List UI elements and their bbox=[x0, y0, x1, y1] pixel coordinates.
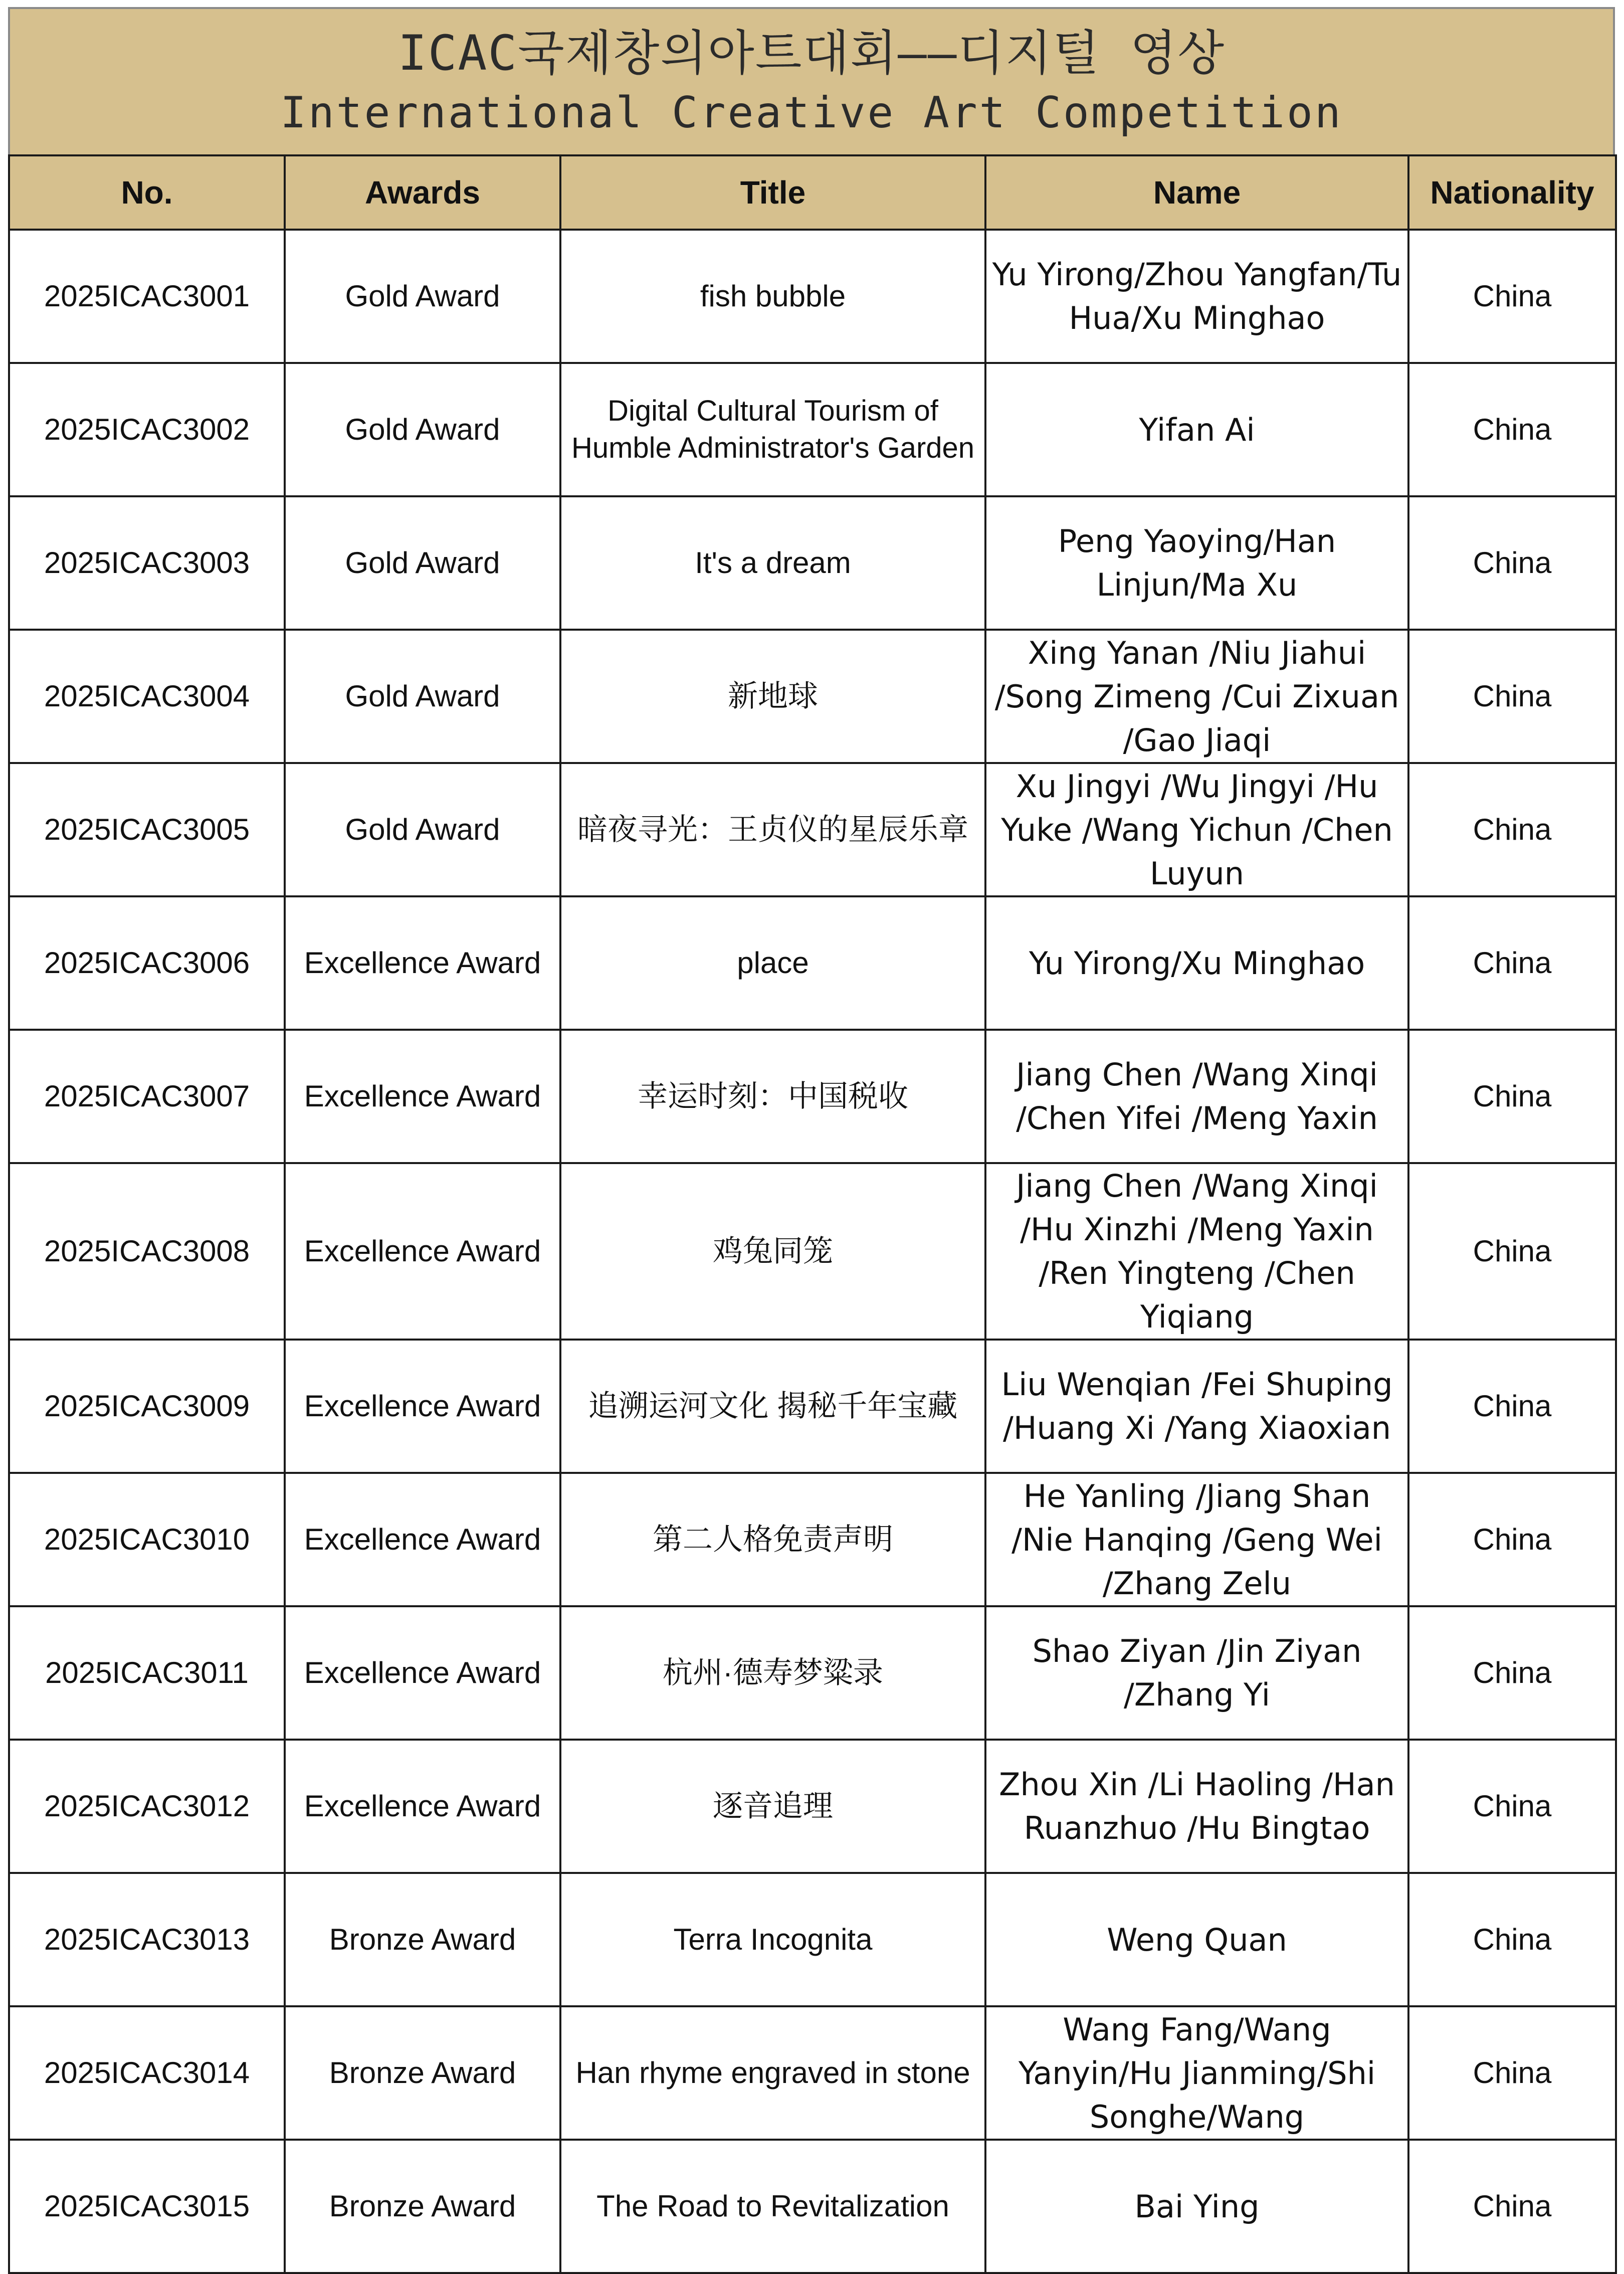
cell-name: Bai Ying bbox=[985, 2140, 1408, 2273]
cell-award: Bronze Award bbox=[285, 2006, 560, 2140]
cell-title: Terra Incognita bbox=[560, 1873, 985, 2006]
cell-award: Excellence Award bbox=[285, 1606, 560, 1740]
table-row bbox=[9, 1873, 1616, 2006]
table-row bbox=[9, 2006, 1616, 2140]
column-header-name: Name bbox=[985, 155, 1408, 230]
cell-nationality: China bbox=[1408, 2006, 1616, 2140]
cell-award: Excellence Award bbox=[285, 896, 560, 1030]
column-header-awards: Awards bbox=[285, 155, 560, 230]
cell-title: It's a dream bbox=[560, 496, 985, 630]
cell-no: 2025ICAC3007 bbox=[9, 1030, 285, 1163]
cell-nationality: China bbox=[1408, 1340, 1616, 1473]
cell-no: 2025ICAC3012 bbox=[9, 1740, 285, 1873]
page-title: ICAC국제창의아트대회——디지털 영상 bbox=[397, 25, 1226, 81]
cell-name: Shao Ziyan /Jin Ziyan /Zhang Yi bbox=[985, 1606, 1408, 1740]
cell-no: 2025ICAC3015 bbox=[9, 2140, 285, 2273]
cell-title: 逐音追理 bbox=[560, 1740, 985, 1873]
table-row bbox=[9, 896, 1616, 1030]
cell-award: Excellence Award bbox=[285, 1473, 560, 1606]
column-header-no: No. bbox=[9, 155, 285, 230]
cell-title: Han rhyme engraved in stone bbox=[560, 2006, 985, 2140]
results-table bbox=[8, 154, 1617, 2274]
cell-award: Gold Award bbox=[285, 763, 560, 896]
cell-nationality: China bbox=[1408, 230, 1616, 363]
cell-title: 杭州·德寿梦粱录 bbox=[560, 1606, 985, 1740]
table-row bbox=[9, 1606, 1616, 1740]
page-subtitle: International Creative Art Competition bbox=[280, 88, 1343, 138]
header-banner bbox=[8, 7, 1615, 154]
cell-award: Bronze Award bbox=[285, 1873, 560, 2006]
cell-no: 2025ICAC3013 bbox=[9, 1873, 285, 2006]
cell-award: Excellence Award bbox=[285, 1340, 560, 1473]
cell-no: 2025ICAC3004 bbox=[9, 630, 285, 763]
table-row bbox=[9, 1473, 1616, 1606]
table-row bbox=[9, 1163, 1616, 1340]
cell-title: 追溯运河文化 揭秘千年宝藏 bbox=[560, 1340, 985, 1473]
table-row bbox=[9, 630, 1616, 763]
cell-no: 2025ICAC3006 bbox=[9, 896, 285, 1030]
cell-nationality: China bbox=[1408, 896, 1616, 1030]
cell-name: Weng Quan bbox=[985, 1873, 1408, 2006]
cell-nationality: China bbox=[1408, 363, 1616, 496]
cell-title: 幸运时刻：中国税收 bbox=[560, 1030, 985, 1163]
table-row bbox=[9, 496, 1616, 630]
cell-no: 2025ICAC3010 bbox=[9, 1473, 285, 1606]
column-header-nationality: Nationality bbox=[1408, 155, 1616, 230]
cell-title: 新地球 bbox=[560, 630, 985, 763]
cell-title: 第二人格免责声明 bbox=[560, 1473, 985, 1606]
cell-award: Bronze Award bbox=[285, 2140, 560, 2273]
cell-name: Yu Yirong/Zhou Yangfan/Tu Hua/Xu Minghao bbox=[985, 230, 1408, 363]
results-sheet bbox=[8, 7, 1615, 2274]
cell-no: 2025ICAC3011 bbox=[9, 1606, 285, 1740]
table-row bbox=[9, 1340, 1616, 1473]
cell-name: Zhou Xin /Li Haoling /Han Ruanzhuo /Hu Bingtao bbox=[985, 1740, 1408, 1873]
cell-name: Jiang Chen /Wang Xinqi /Chen Yifei /Meng Yaxin bbox=[985, 1030, 1408, 1163]
cell-title: Digital Cultural Tourism of Humble Administrator's Garden bbox=[560, 363, 985, 496]
cell-award: Excellence Award bbox=[285, 1030, 560, 1163]
cell-title: The Road to Revitalization bbox=[560, 2140, 985, 2273]
cell-award: Gold Award bbox=[285, 363, 560, 496]
cell-nationality: China bbox=[1408, 496, 1616, 630]
cell-name: Yu Yirong/Xu Minghao bbox=[985, 896, 1408, 1030]
table-row bbox=[9, 1740, 1616, 1873]
cell-nationality: China bbox=[1408, 2140, 1616, 2273]
cell-nationality: China bbox=[1408, 763, 1616, 896]
cell-title: place bbox=[560, 896, 985, 1030]
cell-name: Xing Yanan /Niu Jiahui /Song Zimeng /Cui Zixuan /Gao Jiaqi bbox=[985, 630, 1408, 763]
cell-name: He Yanling /Jiang Shan /Nie Hanqing /Geng Wei /Zhang Zelu bbox=[985, 1473, 1408, 1606]
cell-nationality: China bbox=[1408, 1163, 1616, 1340]
cell-name: Xu Jingyi /Wu Jingyi /Hu Yuke /Wang Yichun /Chen Luyun bbox=[985, 763, 1408, 896]
cell-nationality: China bbox=[1408, 1030, 1616, 1163]
cell-award: Gold Award bbox=[285, 230, 560, 363]
cell-nationality: China bbox=[1408, 630, 1616, 763]
table-row bbox=[9, 363, 1616, 496]
cell-title: 暗夜寻光：王贞仪的星辰乐章 bbox=[560, 763, 985, 896]
table-row bbox=[9, 230, 1616, 363]
table-row bbox=[9, 763, 1616, 896]
cell-award: Gold Award bbox=[285, 630, 560, 763]
column-header-title: Title bbox=[560, 155, 985, 230]
cell-award: Excellence Award bbox=[285, 1740, 560, 1873]
cell-title: fish bubble bbox=[560, 230, 985, 363]
cell-nationality: China bbox=[1408, 1740, 1616, 1873]
cell-no: 2025ICAC3008 bbox=[9, 1163, 285, 1340]
cell-name: Jiang Chen /Wang Xinqi /Hu Xinzhi /Meng Yaxin /Ren Yingteng /Chen Yiqiang bbox=[985, 1163, 1408, 1340]
cell-nationality: China bbox=[1408, 1873, 1616, 2006]
cell-nationality: China bbox=[1408, 1473, 1616, 1606]
cell-no: 2025ICAC3002 bbox=[9, 363, 285, 496]
table-row bbox=[9, 1030, 1616, 1163]
cell-title: 鸡兔同笼 bbox=[560, 1163, 985, 1340]
cell-no: 2025ICAC3001 bbox=[9, 230, 285, 363]
cell-award: Gold Award bbox=[285, 496, 560, 630]
table-header-row bbox=[9, 155, 1616, 230]
cell-name: Liu Wenqian /Fei Shuping /Huang Xi /Yang Xiaoxian bbox=[985, 1340, 1408, 1473]
cell-name: Yifan Ai bbox=[985, 363, 1408, 496]
cell-no: 2025ICAC3005 bbox=[9, 763, 285, 896]
cell-no: 2025ICAC3009 bbox=[9, 1340, 285, 1473]
cell-name: Wang Fang/Wang Yanyin/Hu Jianming/Shi Songhe/Wang bbox=[985, 2006, 1408, 2140]
cell-nationality: China bbox=[1408, 1606, 1616, 1740]
cell-no: 2025ICAC3003 bbox=[9, 496, 285, 630]
cell-award: Excellence Award bbox=[285, 1163, 560, 1340]
table-row bbox=[9, 2140, 1616, 2273]
cell-no: 2025ICAC3014 bbox=[9, 2006, 285, 2140]
cell-name: Peng Yaoying/Han Linjun/Ma Xu bbox=[985, 496, 1408, 630]
